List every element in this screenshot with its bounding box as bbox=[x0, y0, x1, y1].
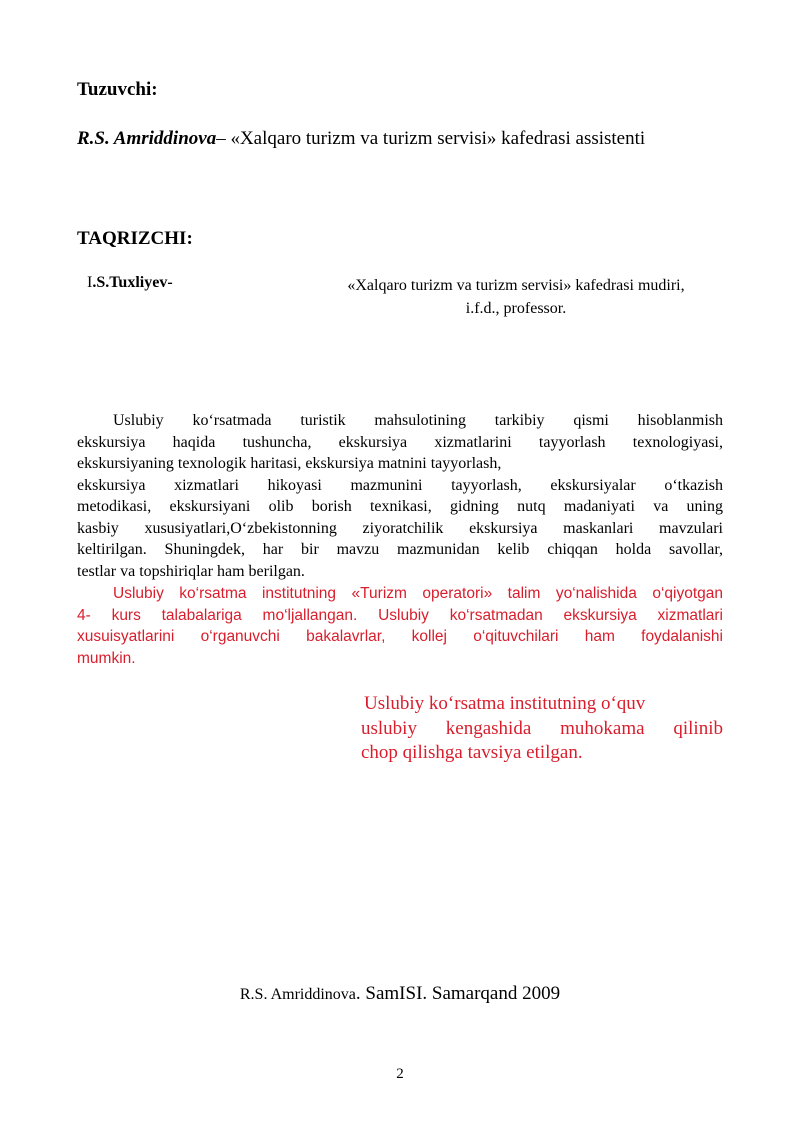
approval-line: Uslubiy ko‘rsatma institutning o‘quv bbox=[364, 693, 646, 714]
paragraph-line: ekskursiyaning texnologik haritasi, ekskursiya matnini tayyorlash, bbox=[77, 455, 502, 472]
paragraph-line: 4- kurs talabalariga mo‘ljallangan. Uslubiy ko‘rsatmadan ekskursiya xizmatlari bbox=[77, 606, 723, 624]
approval-line: chop qilishga tavsiya etilgan. bbox=[361, 742, 583, 763]
paragraph-line: ekskursiya xizmatlari hikoyasi mazmunini tayyorlash, ekskursiyalar o‘tkazish bbox=[77, 476, 723, 494]
reviewer-role-line2: i.f.d., professor. bbox=[465, 300, 567, 317]
compiler-label: Tuzuvchi: bbox=[77, 79, 158, 100]
reviewer-name-prefix: I bbox=[87, 274, 93, 291]
compiler-role: – «Xalqaro turizm va turizm servisi» kafedrasi assistenti bbox=[216, 128, 646, 149]
reviewer-label: TAQRIZCHI: bbox=[77, 228, 193, 249]
paragraph-line: metodikasi, ekskursiyani olib borish texnikasi, gidning nutq madaniyati va uning bbox=[77, 498, 723, 515]
reviewer-name-rest: .S.Tuxliyev- bbox=[92, 274, 173, 291]
paragraph-line: Uslubiy ko‘rsatmada turistik mahsulotining tarkibiy qismi hisoblanmish bbox=[113, 412, 723, 429]
footer-publisher: . SamISI. Samarqand 2009 bbox=[355, 983, 561, 1004]
page-number: 2 bbox=[396, 1066, 404, 1082]
footer-author: R.S. Amriddinova bbox=[239, 986, 356, 1003]
audience-paragraph bbox=[77, 583, 723, 669]
paragraph-line: Uslubiy ko‘rsatma institutning «Turizm operatori» talim yo‘nalishida o‘qiyotgan bbox=[113, 585, 723, 602]
description-paragraph bbox=[77, 410, 723, 582]
paragraph-line: xusuisyatlarini o‘rganuvchi bakalavrlar, kollej o‘qituvchilari ham foydalanishi bbox=[77, 628, 723, 645]
paragraph-line: testlar va topshiriqlar ham berilgan. bbox=[77, 562, 305, 580]
reviewer-role-line1: «Xalqaro turizm va turizm servisi» kafedrasi mudiri, bbox=[347, 277, 685, 294]
paragraph-line: mumkin. bbox=[77, 649, 136, 667]
compiler-line bbox=[77, 128, 645, 150]
publication-footer bbox=[0, 983, 800, 1005]
paragraph-line: keltirilgan. Shuningdek, har bir mavzu mazmunidan kelib chiqqan holda savollar, bbox=[77, 541, 723, 558]
reviewer-name bbox=[87, 274, 173, 292]
approval-line: uslubiy kengashida muhokama qilinib bbox=[361, 717, 723, 739]
paragraph-line: ekskursiya haqida tushuncha, ekskursiya xizmatlarini tayyorlash texnologiyasi, bbox=[77, 433, 723, 451]
approval-note bbox=[361, 692, 723, 766]
compiler-name: R.S. Amriddinova bbox=[77, 128, 217, 149]
reviewer-role bbox=[300, 274, 732, 320]
paragraph-line: kasbiy xususiyatlari,O‘zbekistonning ziyoratchilik ekskursiya maskanlari mavzulari bbox=[77, 519, 723, 537]
